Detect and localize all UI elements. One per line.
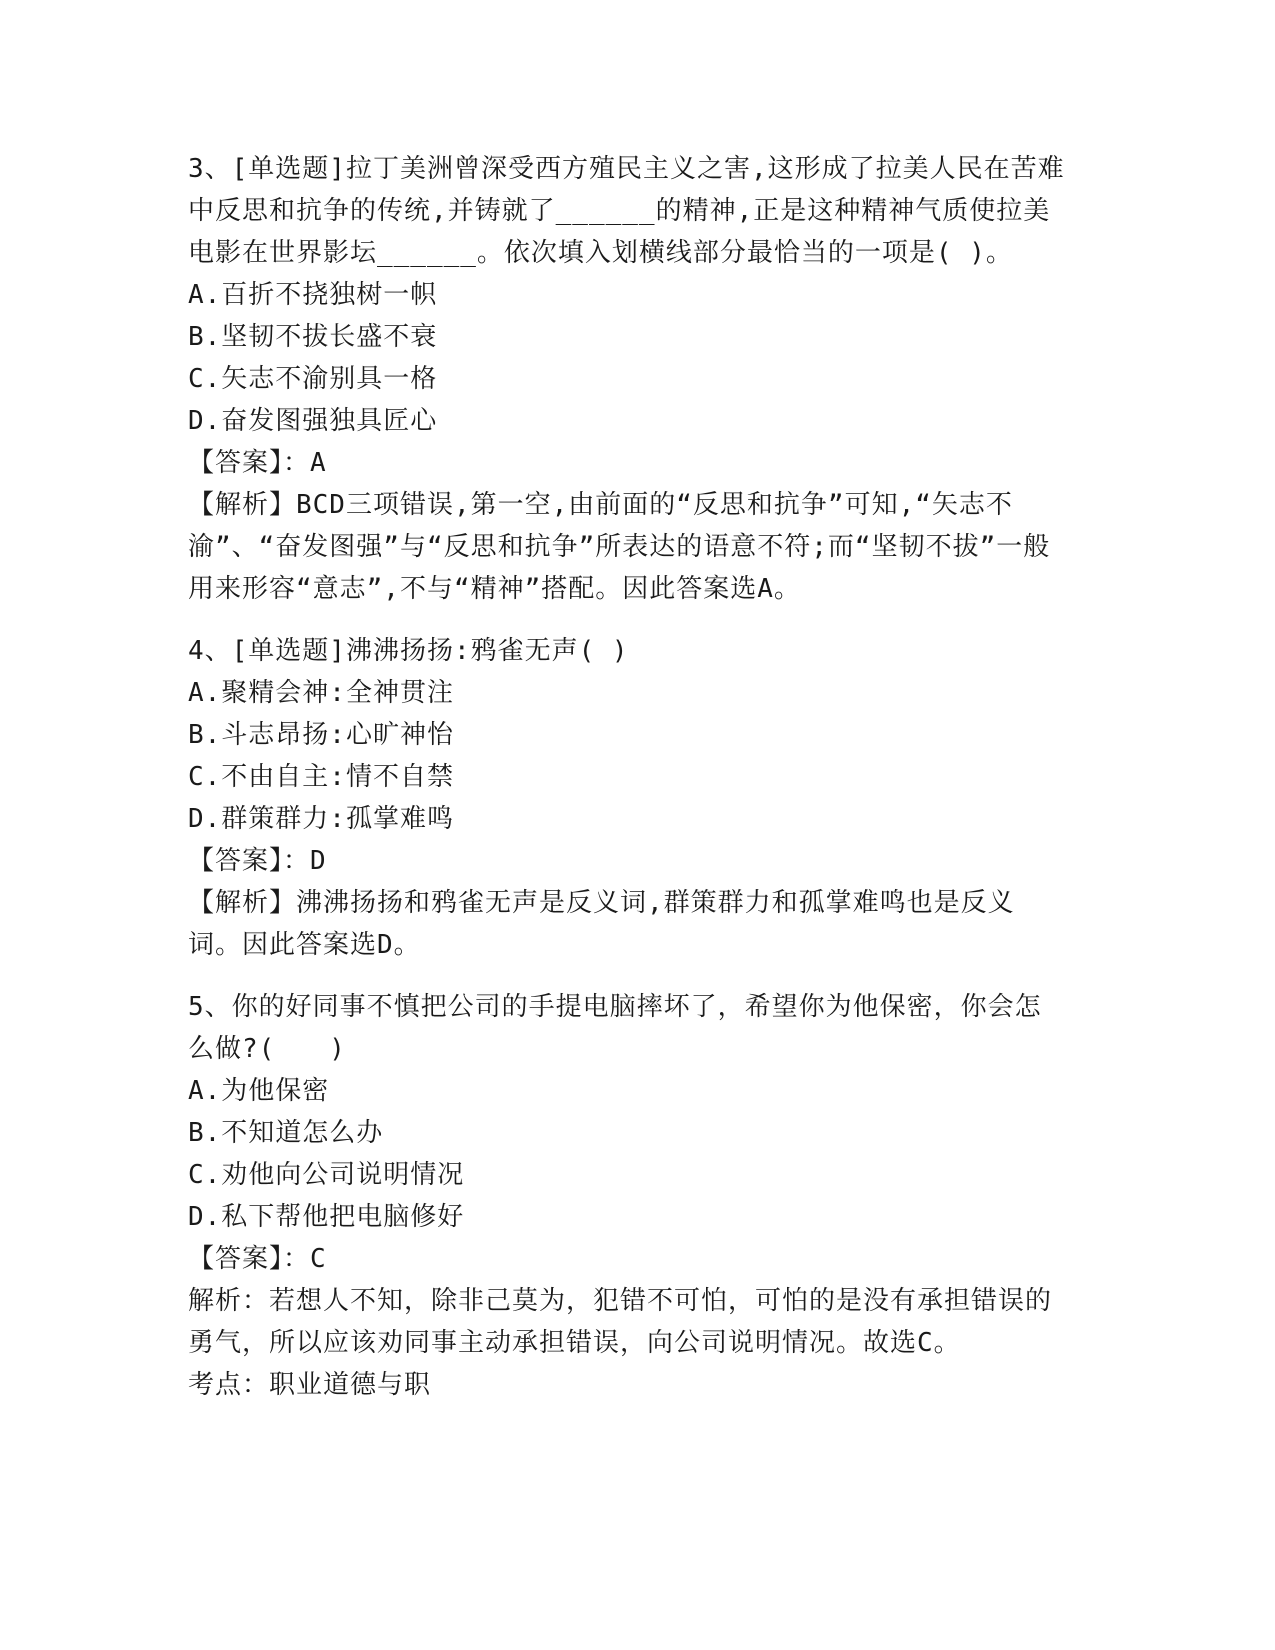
option-d: D.私下帮他把电脑修好	[188, 1202, 465, 1232]
option-b: B.斗志昂扬:心旷神怡	[188, 720, 454, 750]
option-d: D.群策群力:孤掌难鸣	[188, 804, 454, 834]
option-b: B.不知道怎么办	[188, 1118, 384, 1148]
analysis-text: 【解析】沸沸扬扬和鸦雀无声是反义词,群策群力和孤掌难鸣也是反义词。因此答案选D。	[188, 888, 1015, 960]
option-c: C.矢志不渝别具一格	[188, 364, 438, 394]
question-stem: 4、[单选题]沸沸扬扬:鸦雀无声( )	[188, 636, 629, 666]
option-c: C.劝他向公司说明情况	[188, 1160, 465, 1190]
option-a: A.聚精会神:全神贯注	[188, 678, 454, 708]
analysis-text: 解析：若想人不知，除非己莫为，犯错不可怕，可怕的是没有承担错误的勇气，所以应该劝同事主动承担错误，向公司说明情况。故选C。	[188, 1286, 1053, 1358]
option-c: C.不由自主:情不自禁	[188, 762, 454, 792]
option-a: A.百折不挠独树一帜	[188, 280, 438, 310]
answer-text: 【答案】：C	[188, 1244, 327, 1274]
question-stem: 5、你的好同事不慎把公司的手提电脑摔坏了，希望你为他保密，你会怎么做?( )	[188, 992, 1042, 1064]
analysis-text: 【解析】BCD三项错误,第一空,由前面的“反思和抗争”可知,“矢志不渝”、“奋发图强”与“反思和抗争”所表达的语意不符;而“坚韧不拔”一般用来形容“意志”,不与“精神”搭配。因此答案选A。	[188, 490, 1051, 604]
question-4	[188, 630, 1068, 966]
answer-text: 【答案】：D	[188, 846, 327, 876]
option-a: A.为他保密	[188, 1076, 330, 1106]
option-b: B.坚韧不拔长盛不衰	[188, 322, 438, 352]
question-5	[188, 986, 1068, 1406]
question-stem: 3、[单选题]拉丁美洲曾深受西方殖民主义之害,这形成了拉美人民在苦难中反思和抗争的传统,并铸就了______的精神,正是这种精神气质使拉美电影在世界影坛______。依次填入划横线部分最恰当的一项是( )。	[188, 154, 1065, 268]
topic-note: 考点：职业道德与职	[188, 1370, 432, 1400]
answer-text: 【答案】：A	[188, 448, 327, 478]
question-3	[188, 148, 1068, 610]
option-d: D.奋发图强独具匠心	[188, 406, 438, 436]
question-list	[188, 148, 1068, 1426]
